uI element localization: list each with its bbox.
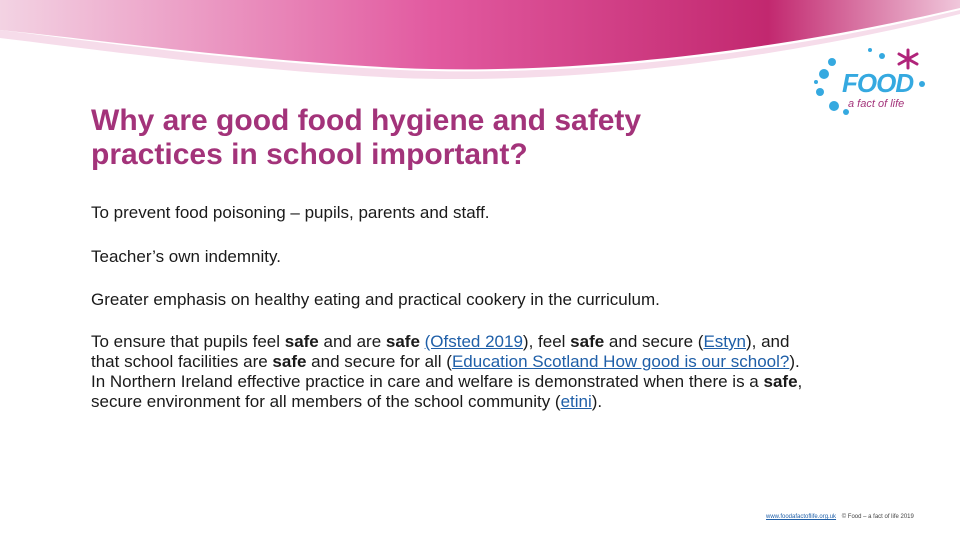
footer-website-link[interactable]: www.foodafactoflife.org.uk (766, 514, 837, 520)
food-a-fact-of-life-logo (812, 44, 932, 124)
bullet-food-poisoning: To prevent food poisoning – pupils, parents and staff. (91, 203, 490, 222)
bold-safe: safe (284, 332, 319, 351)
logo-brand-text: FOOD (842, 68, 914, 98)
title-line-2: practices in school important? (91, 138, 528, 171)
bullet-indemnity: Teacher’s own indemnity. (91, 247, 281, 266)
estyn-link[interactable]: Estyn (703, 332, 746, 351)
slide-footer (766, 514, 914, 520)
text-run: ), and that school facilities are (91, 332, 790, 371)
bullet-curriculum: Greater emphasis on healthy eating and practical cookery in the curriculum. (91, 290, 660, 309)
text-run: ). In Northern Ireland effective practice in care and welfare is demonstrated when there is a (91, 352, 800, 391)
bold-safe: safe (570, 332, 605, 351)
text-run: , secure environment for all members of the school community ( (91, 372, 803, 411)
education-scotland-link[interactable]: Education Scotland How good is our school? (451, 352, 790, 371)
etini-link[interactable]: etini (560, 392, 592, 411)
bullet-safety-inspections (91, 332, 811, 412)
text-run: To ensure that pupils feel (91, 332, 285, 351)
logo-tagline-text: a fact of life (848, 98, 905, 110)
text-run: ). (591, 392, 603, 411)
bold-safe: safe (763, 372, 798, 391)
bold-safe: safe (385, 332, 420, 351)
text-run: and secure ( (604, 332, 704, 351)
text-run: and are (318, 332, 386, 351)
ofsted-link[interactable]: (Ofsted 2019 (424, 332, 523, 351)
text-run: ), feel (522, 332, 571, 351)
slide-title (91, 104, 791, 172)
bold-safe: safe (272, 352, 307, 371)
footer-copyright: © Food – a fact of life 2019 (841, 514, 914, 520)
text-run: and secure for all ( (306, 352, 452, 371)
title-line-1: Why are good food hygiene and safety (91, 104, 642, 137)
